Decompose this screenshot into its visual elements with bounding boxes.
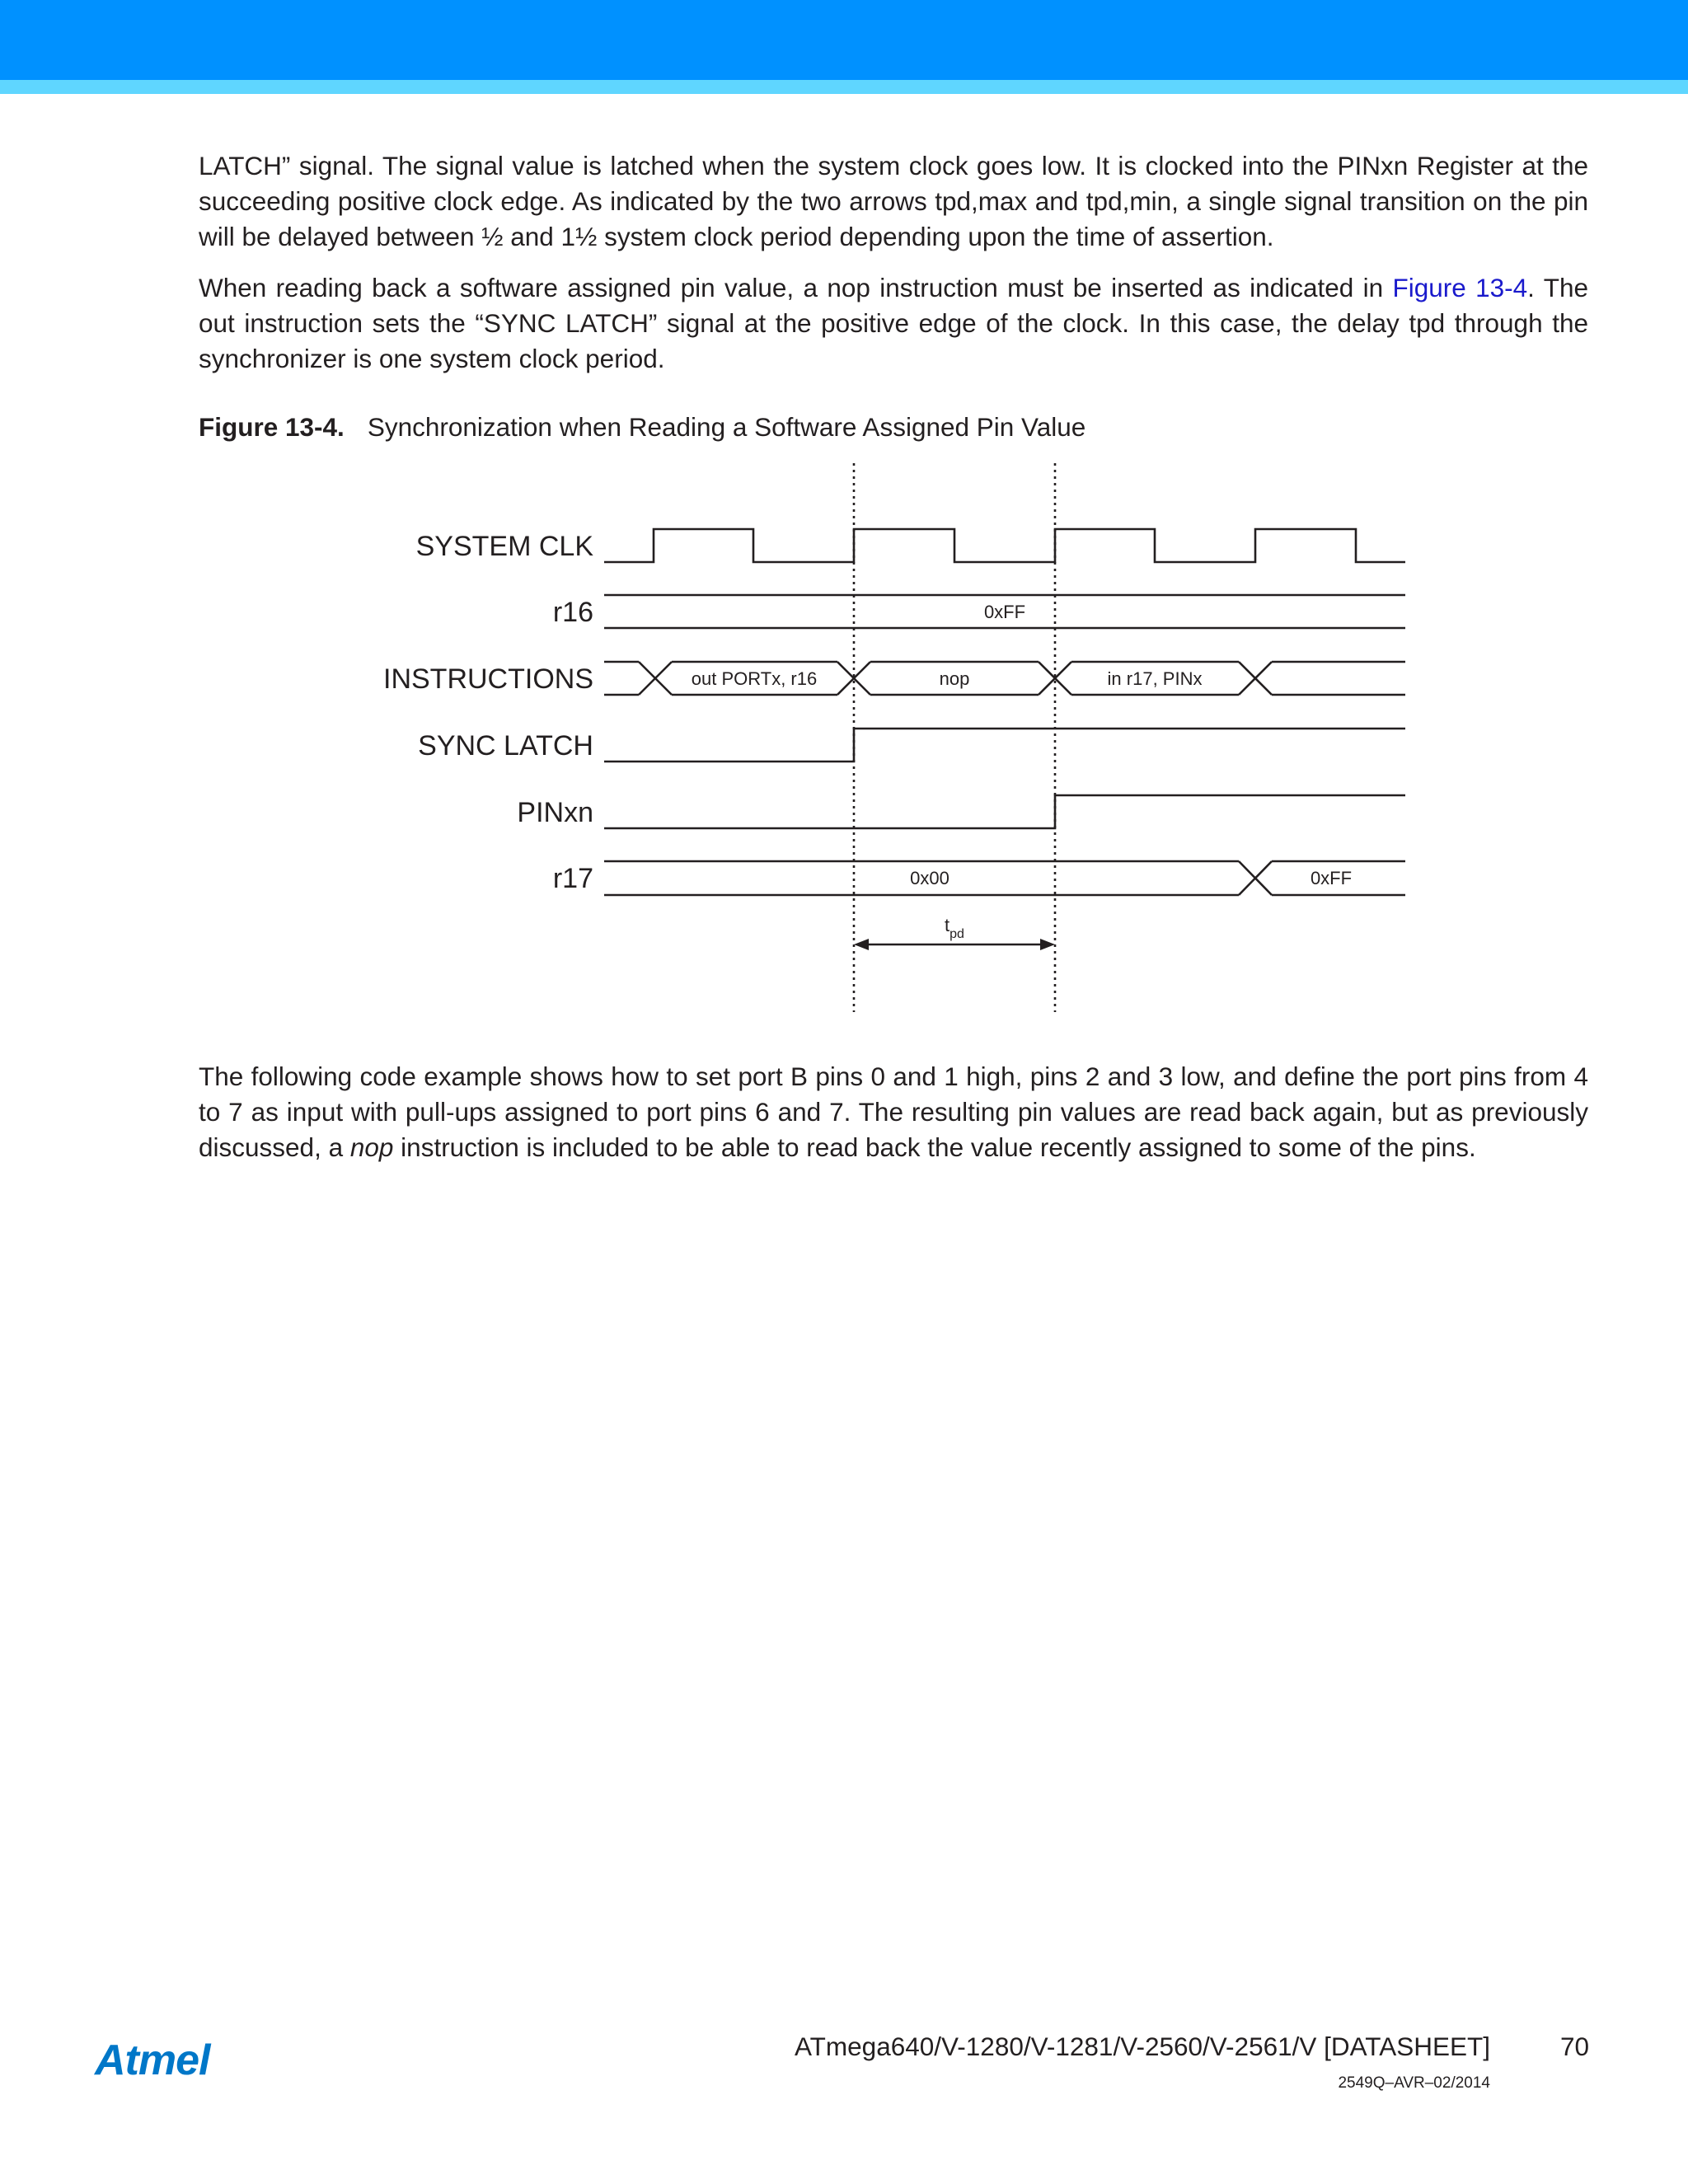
figure-13-4-link[interactable]: Figure 13-4 [1392, 273, 1528, 302]
system-clk-waveform [604, 529, 1405, 562]
atmel-logo: Atmel [95, 2036, 210, 2084]
nop-italic: nop [349, 1132, 394, 1162]
pinxn-waveform [604, 795, 1405, 828]
r17-bus [604, 861, 1405, 895]
tpd-arrowhead-left [854, 939, 869, 950]
r16-value: 0xFF [983, 602, 1026, 622]
signal-label-pinxn: PINxn [517, 797, 593, 828]
paragraph-readback [199, 270, 1588, 377]
tpd-label-sub: pd [950, 927, 964, 941]
signal-label-system-clk: SYSTEM CLK [415, 531, 593, 562]
figure-title: Synchronization when Reading a Software Assigned Pin Value [367, 412, 1086, 442]
timing-diagram [0, 445, 1688, 1022]
r17-value-before: 0x00 [910, 868, 950, 888]
figure-caption [199, 410, 1085, 445]
instruction-out: out PORTx, r16 [691, 668, 818, 689]
paragraph-latch: LATCH” signal. The signal value is latched when the system clock goes low. It is clocked into the PINxn Register at the succeeding positive clock edge. As indicated by the two arrows tpd,max and tpd,min, a single signal transition on the pin will be delayed between ½ and 1½ system clock period depending upon the time of assertion. [199, 151, 1588, 251]
footer-page-number: 70 [1559, 2032, 1589, 2061]
footer-document-title: ATmega640/V-1280/V-1281/V-2560/V-2561/V [DATASHEET] [795, 2032, 1490, 2061]
paragraph-code-example [199, 1059, 1588, 1165]
sync-latch-waveform [604, 729, 1405, 762]
figure-number: Figure 13-4. [199, 412, 345, 442]
paragraph-code-example-text-a: The following code example shows how to set port B pins 0 and 1 high, pins 2 and 3 low, and define the port pins from 4 to 7 as input with pull-ups assigned to port pins 6 and 7. The resulting pin values are read back again, but as previously discussed, a [199, 1062, 1588, 1162]
header-bar [0, 0, 1688, 80]
signal-label-r16: r16 [552, 597, 593, 628]
paragraph-code-example-text-b: instruction is included to be able to read back the value recently assigned to some of the pins. [393, 1132, 1476, 1162]
instruction-in: in r17, PINx [1107, 668, 1203, 689]
signal-label-instructions: INSTRUCTIONS [383, 663, 593, 695]
signal-label-r17: r17 [552, 863, 593, 894]
tpd-label-main: t [945, 915, 950, 935]
paragraph-readback-text-b: . The out instruction sets the “SYNC LATCH” signal at the positive edge of the clock. In this case, the delay tpd through the synchronizer is one system clock period. [199, 273, 1588, 373]
paragraph-readback-text-a: When reading back a software assigned pin value, a nop instruction must be inserted as indicated in [199, 273, 1393, 302]
instruction-nop: nop [939, 668, 970, 689]
signal-label-sync-latch: SYNC LATCH [418, 730, 593, 762]
tpd-label [945, 915, 964, 941]
tpd-arrowhead-right [1040, 939, 1055, 950]
r17-value-after: 0xFF [1310, 868, 1353, 888]
footer-revision: 2549Q–AVR–02/2014 [1338, 2074, 1490, 2092]
header-stripe [0, 80, 1688, 94]
